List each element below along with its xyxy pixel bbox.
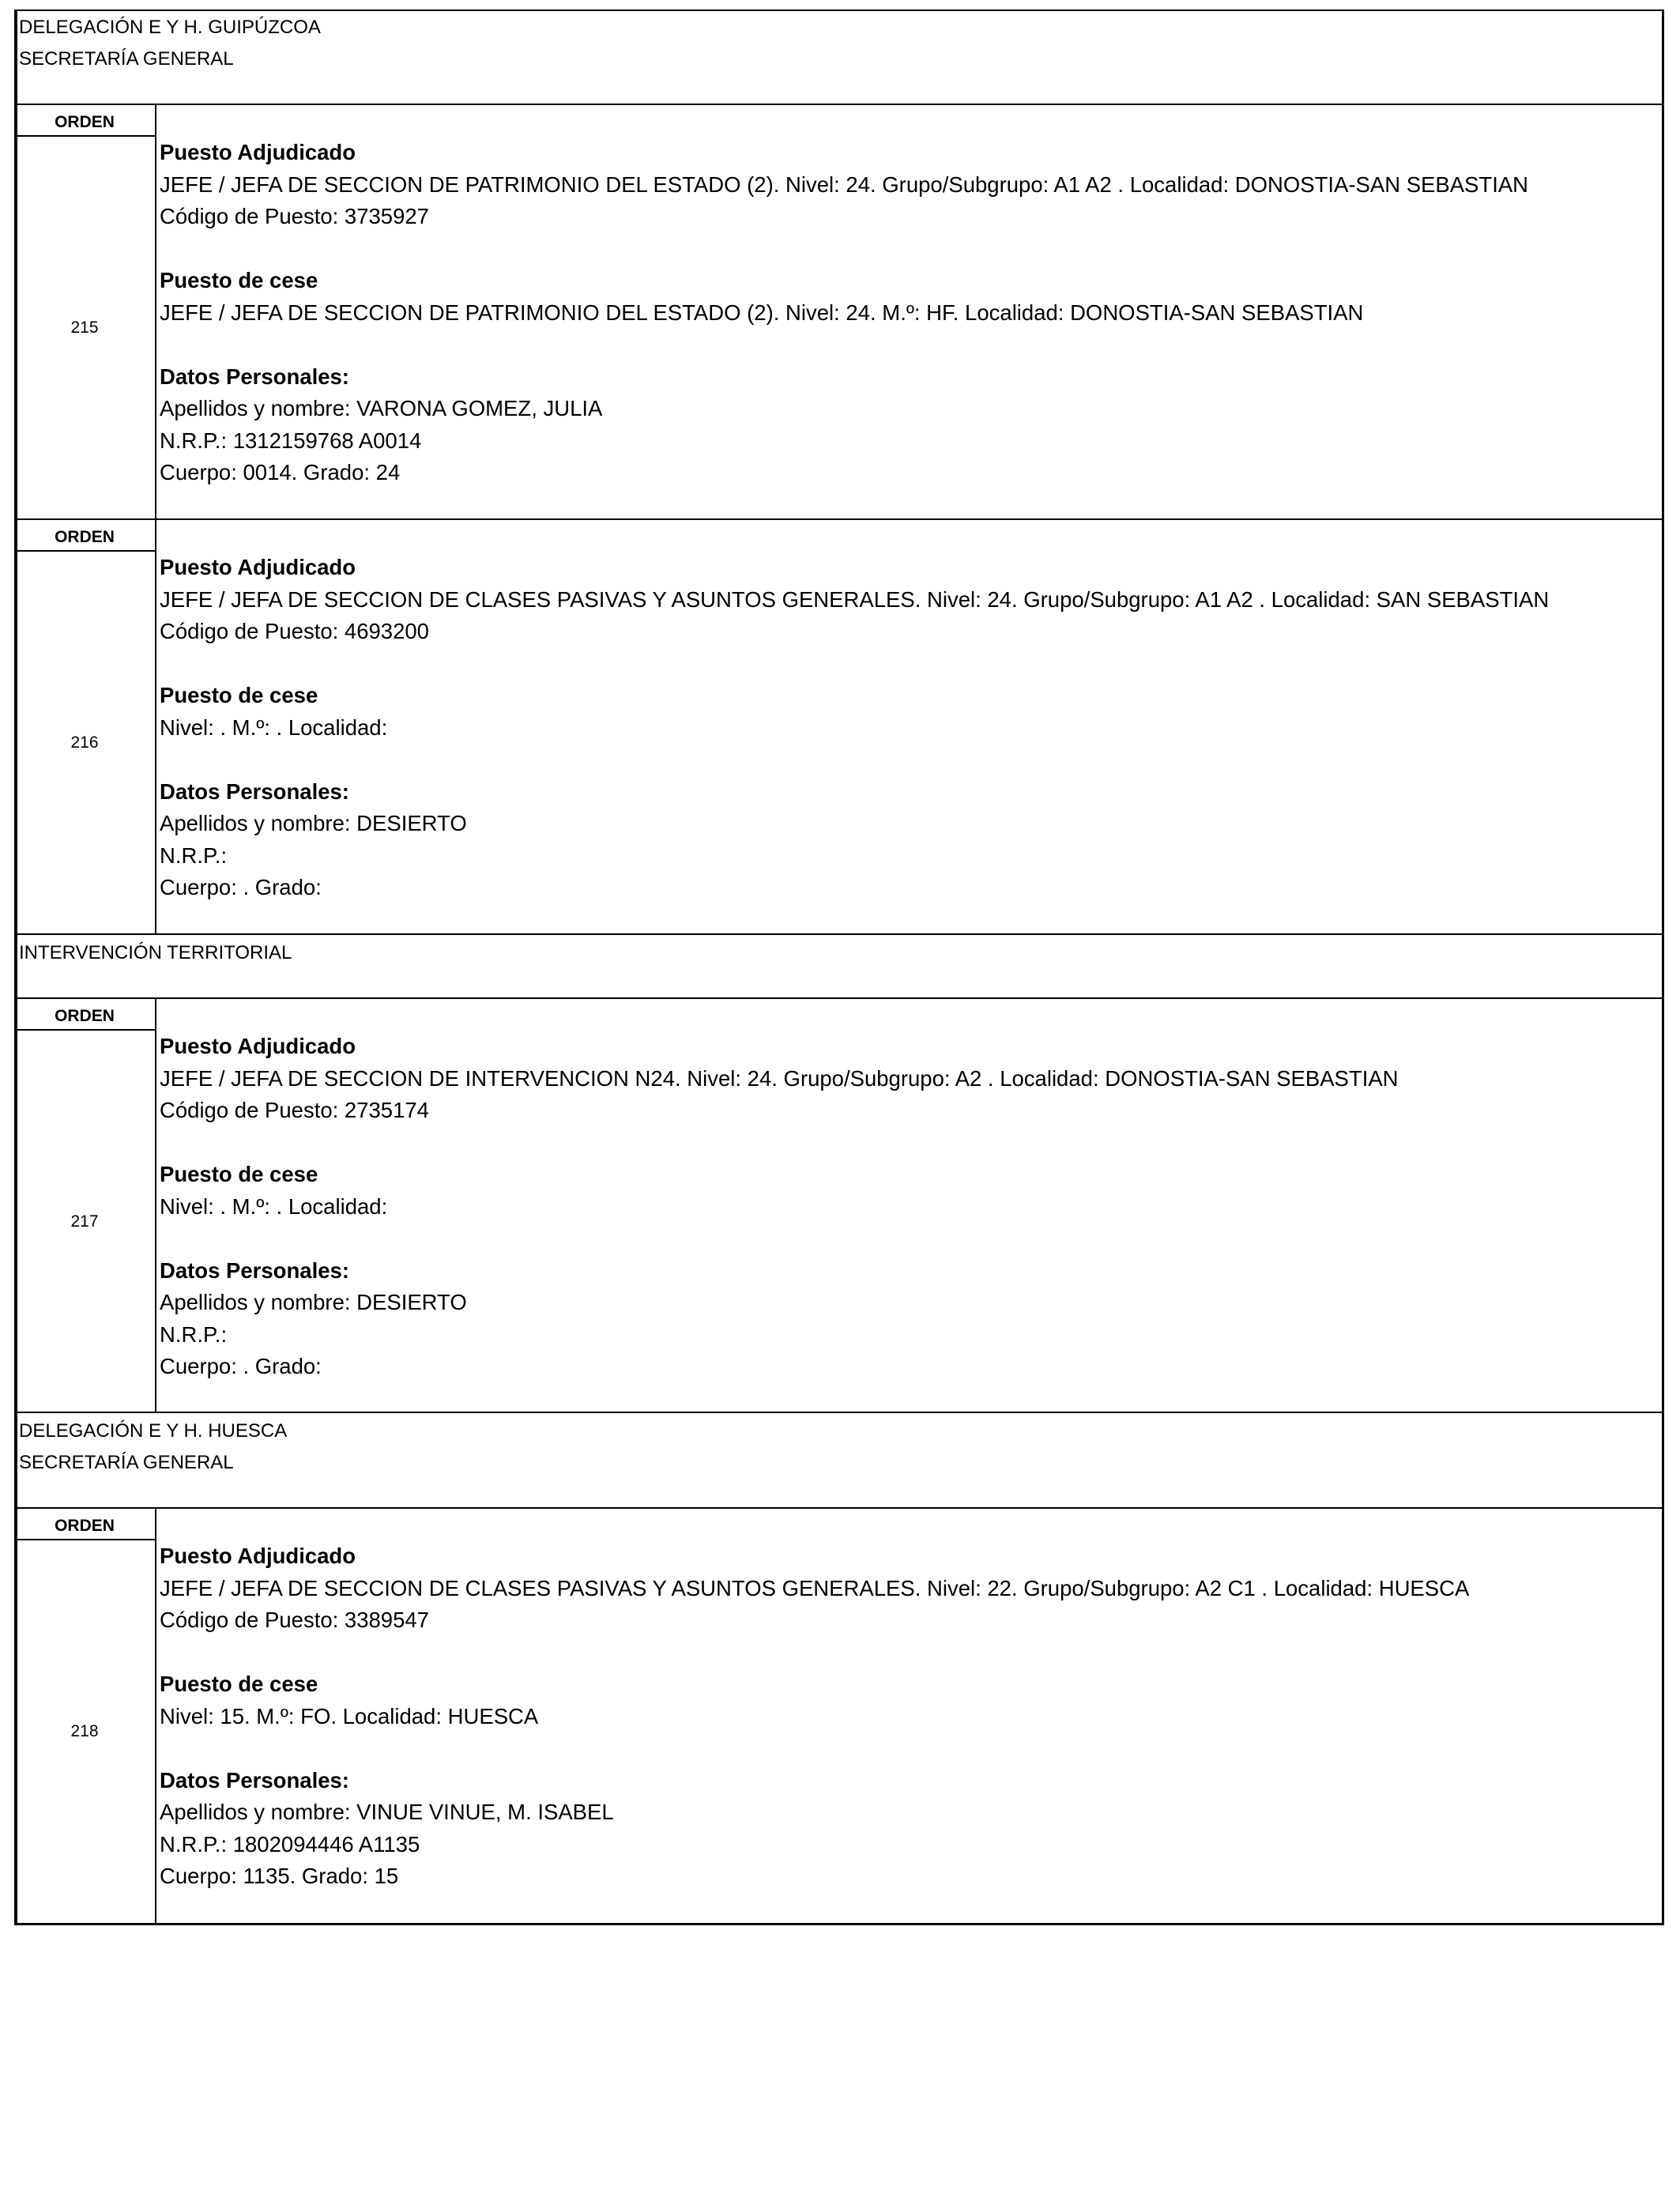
orden-number: 218 <box>70 1722 99 1740</box>
datos-title: Datos Personales: <box>160 1257 349 1283</box>
adjudicado-desc: JEFE / JEFA DE SECCION DE CLASES PASIVAS Y ASUNTOS GENERALES. Nivel: 24. Grupo/Subgrupo: A1 A2 . Localidad: SAN SEBASTIAN <box>160 586 1550 612</box>
cese-desc: JEFE / JEFA DE SECCION DE PATRIMONIO DEL ESTADO (2). Nivel: 24. M.º: HF. Localidad: DONOSTIA-SAN SEBASTIAN <box>160 300 1364 325</box>
orden-label: ORDEN <box>14 999 155 1031</box>
orden-column <box>14 999 156 1412</box>
cese-desc: Nivel: . M.º: . Localidad: <box>160 714 388 740</box>
entry-content <box>160 1031 1658 1383</box>
nombre: Apellidos y nombre: VARONA GOMEZ, JULIA <box>160 396 603 420</box>
adjudicado-desc: JEFE / JEFA DE SECCION DE PATRIMONIO DEL ESTADO (2). Nivel: 24. Grupo/Subgrupo: A1 A2 . Localidad: DONOSTIA-SAN SEBASTIAN <box>160 172 1529 197</box>
section-header <box>14 9 1664 105</box>
datos-title: Datos Personales: <box>160 778 349 804</box>
nombre: Apellidos y nombre: VINUE VINUE, M. ISABEL <box>160 1800 614 1824</box>
nombre: Apellidos y nombre: DESIERTO <box>160 811 467 835</box>
cese-title: Puesto de cese <box>160 268 318 292</box>
entry-row <box>14 105 1664 520</box>
codigo-puesto: Código de Puesto: 2735174 <box>160 1098 429 1122</box>
nrp: N.R.P.: <box>160 843 228 868</box>
section-header-line: INTERVENCIÓN TERRITORIAL <box>19 942 292 963</box>
orden-label: ORDEN <box>14 105 155 137</box>
adjudicado-title: Puesto Adjudicado <box>160 1034 356 1058</box>
codigo-puesto: Código de Puesto: 3389547 <box>160 1608 429 1632</box>
datos-title: Datos Personales: <box>160 364 349 389</box>
datos-title: Datos Personales: <box>160 1767 349 1793</box>
orden-column <box>14 520 156 933</box>
adjudicado-title: Puesto Adjudicado <box>160 555 356 579</box>
nrp: N.R.P.: 1312159768 A0014 <box>160 428 422 453</box>
orden-label: ORDEN <box>14 1509 155 1540</box>
section-header-line: SECRETARÍA GENERAL <box>19 1452 234 1473</box>
adjudicado-title: Puesto Adjudicado <box>160 140 356 164</box>
nombre: Apellidos y nombre: DESIERTO <box>160 1290 467 1314</box>
cuerpo-grado: Cuerpo: 0014. Grado: 24 <box>160 460 401 484</box>
cese-desc: Nivel: . M.º: . Localidad: <box>160 1193 388 1219</box>
section-header <box>14 1413 1664 1509</box>
orden-number: 217 <box>70 1212 99 1231</box>
adjudicado-title: Puesto Adjudicado <box>160 1544 356 1568</box>
orden-column <box>14 1509 156 1924</box>
cuerpo-grado: Cuerpo: . Grado: <box>160 875 322 899</box>
orden-number: 216 <box>70 733 99 752</box>
cuerpo-grado: Cuerpo: . Grado: <box>160 1354 322 1378</box>
codigo-puesto: Código de Puesto: 3735927 <box>160 204 429 228</box>
orden-column <box>14 105 156 518</box>
cese-title: Puesto de cese <box>160 1162 318 1186</box>
orden-number: 215 <box>70 319 99 337</box>
codigo-puesto: Código de Puesto: 4693200 <box>160 619 429 643</box>
nrp: N.R.P.: 1802094446 A1135 <box>160 1831 420 1857</box>
section-header-line: DELEGACIÓN E Y H. HUESCA <box>19 1420 288 1442</box>
adjudicado-desc: JEFE / JEFA DE SECCION DE INTERVENCION N24. Nivel: 24. Grupo/Subgrupo: A2 . Localidad: DONOSTIA-SAN SEBASTIAN <box>160 1065 1399 1091</box>
section-header-line: DELEGACIÓN E Y H. GUIPÚZCOA <box>19 17 321 38</box>
cese-title: Puesto de cese <box>160 1672 318 1696</box>
nrp: N.R.P.: <box>160 1321 228 1347</box>
entry-content <box>160 552 1658 904</box>
section-header <box>14 935 1664 999</box>
entry-row <box>14 520 1664 935</box>
entry-row <box>14 999 1664 1413</box>
cese-desc: Nivel: 15. M.º: FO. Localidad: HUESCA <box>160 1703 539 1728</box>
section-header-line: SECRETARÍA GENERAL <box>19 48 234 70</box>
entry-row <box>14 1509 1664 1925</box>
adjudicado-desc: JEFE / JEFA DE SECCION DE CLASES PASIVAS Y ASUNTOS GENERALES. Nivel: 22. Grupo/Subgrupo: A2 C1 . Localidad: HUESCA <box>160 1575 1470 1600</box>
entry-content <box>160 1540 1658 1893</box>
entry-content <box>160 137 1658 489</box>
cese-title: Puesto de cese <box>160 683 318 707</box>
cuerpo-grado: Cuerpo: 1135. Grado: 15 <box>160 1864 399 1888</box>
orden-label: ORDEN <box>14 520 155 552</box>
